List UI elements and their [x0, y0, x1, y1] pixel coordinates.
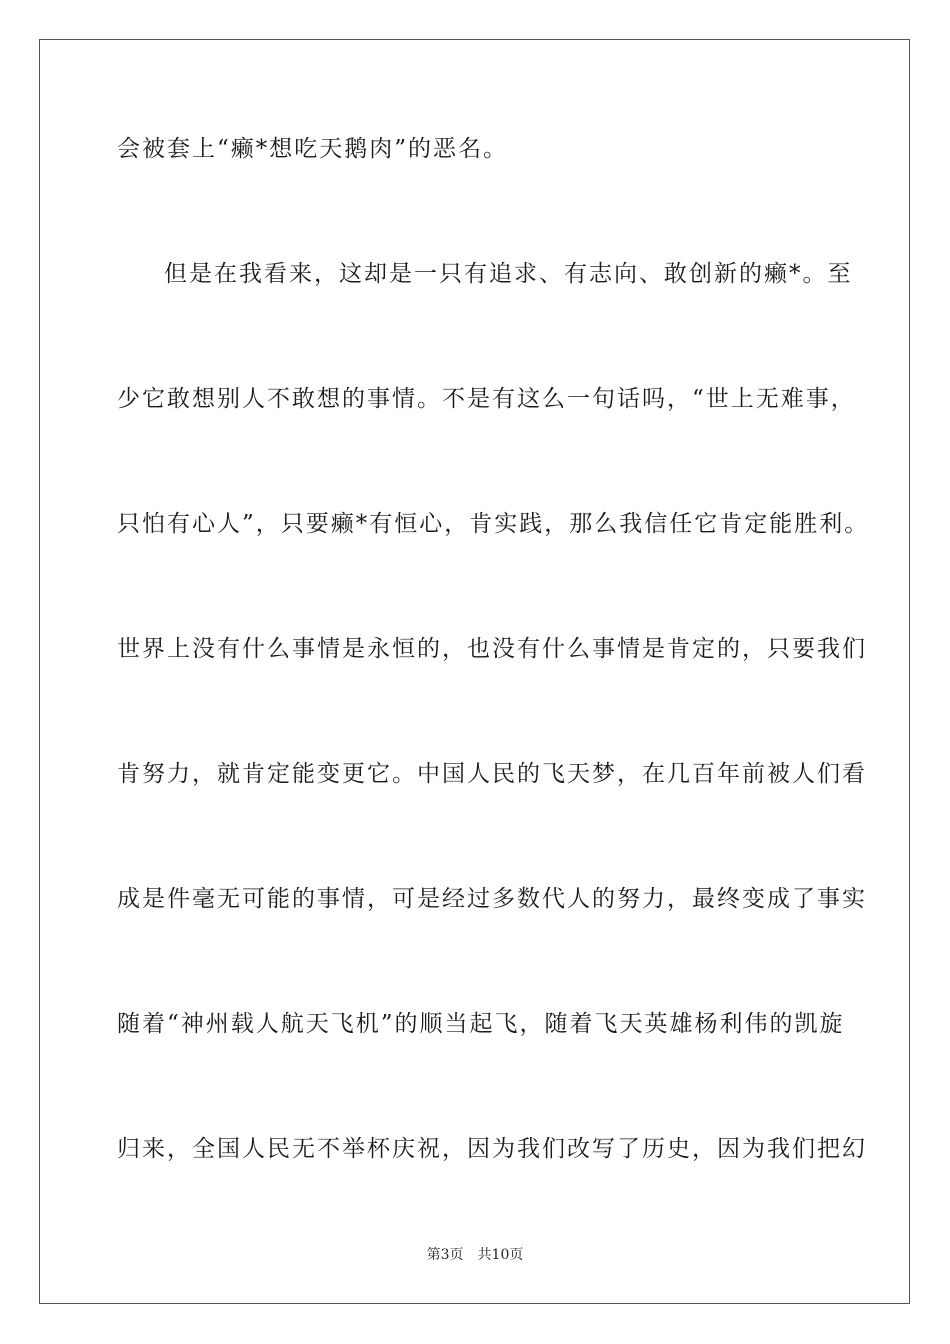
text-line-2: 但是在我看来，这却是一只有追求、有志向、敢创新的癞*。至	[164, 261, 853, 287]
text-line-8: 随着“神州载人航天飞机”的顺当起飞，随着飞天英雄杨利伟的凯旋	[117, 1011, 845, 1037]
text-line-4: 只怕有心人”，只要癞*有恒心，肯实践，那么我信任它肯定能胜利。	[117, 511, 870, 537]
text-line-9: 归来，全国人民无不举杯庆祝，因为我们改写了历史，因为我们把幻	[117, 1136, 867, 1162]
text-line-5: 世界上没有什么事情是永恒的，也没有什么事情是肯定的，只要我们	[117, 636, 867, 662]
page-number-footer: 第3页 共10页	[426, 1247, 524, 1263]
page-border	[39, 39, 910, 1304]
text-line-1: 会被套上“癞*想吃天鹅肉”的恶名。	[117, 136, 509, 162]
text-line-3: 少它敢想别人不敢想的事情。不是有这么一句话吗，“世上无难事，	[117, 386, 856, 412]
text-line-6: 肯努力，就肯定能变更它。中国人民的飞天梦，在几百年前被人们看	[117, 761, 867, 787]
text-line-7: 成是件毫无可能的事情，可是经过多数代人的努力，最终变成了事实	[117, 886, 867, 912]
